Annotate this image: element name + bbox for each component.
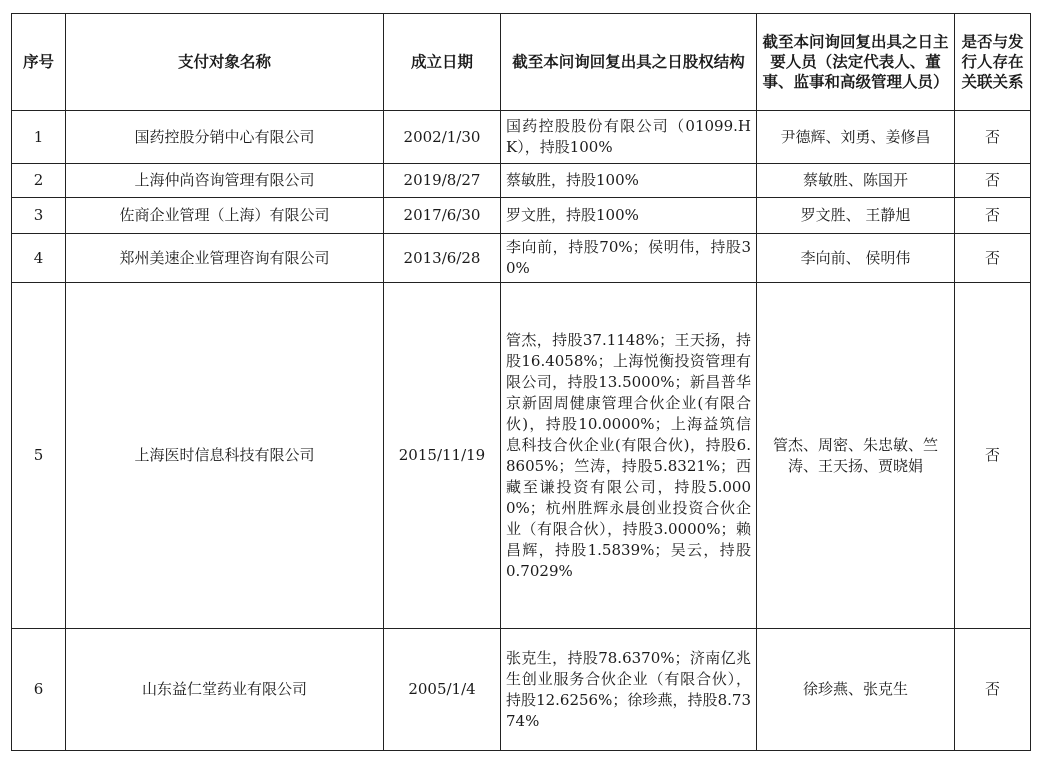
cell-related: 否 [955,283,1031,629]
cell-equity: 蔡敏胜，持股100% [501,164,757,198]
cell-related: 否 [955,111,1031,164]
cell-name: 上海医时信息科技有限公司 [66,283,384,629]
cell-personnel: 李向前、 侯明伟 [757,234,955,283]
header-equity: 截至本问询回复出具之日股权结构 [501,14,757,111]
cell-name: 国药控股分销中心有限公司 [66,111,384,164]
cell-seq: 2 [12,164,66,198]
cell-date: 2019/8/27 [384,164,501,198]
header-name: 支付对象名称 [66,14,384,111]
table-row [12,283,1031,629]
payment-recipients-table [11,13,1031,751]
cell-name: 上海仲尚咨询管理有限公司 [66,164,384,198]
table-row [12,629,1031,751]
cell-related: 否 [955,234,1031,283]
cell-personnel: 罗文胜、 王静旭 [757,198,955,234]
cell-seq: 4 [12,234,66,283]
cell-personnel: 管杰、周密、朱忠敏、竺涛、王天扬、贾晓娟 [757,283,955,629]
table-row [12,234,1031,283]
cell-personnel: 尹德辉、刘勇、姜修昌 [757,111,955,164]
table-row [12,198,1031,234]
table-header-row [12,14,1031,111]
cell-equity: 张克生，持股78.6370%；济南亿兆生创业服务合伙企业（有限合伙），持股12.6256%；徐珍燕，持股8.7374% [501,629,757,751]
cell-name: 郑州美速企业管理咨询有限公司 [66,234,384,283]
cell-name: 山东益仁堂药业有限公司 [66,629,384,751]
cell-related: 否 [955,164,1031,198]
cell-date: 2005/1/4 [384,629,501,751]
cell-seq: 5 [12,283,66,629]
header-date: 成立日期 [384,14,501,111]
cell-name: 佐商企业管理（上海）有限公司 [66,198,384,234]
cell-equity: 管杰，持股37.1148%；王天扬，持股16.4058%；上海悦衡投资管理有限公司，持股13.5000%；新昌普华京新固周健康管理合伙企业(有限合伙)，持股10.0000%；上海益筑信息科技合伙企业(有限合伙)，持股6.8605%；竺涛，持股5.8321%；西藏至谦投资有限公司，持股5.0000%；杭州胜辉永晨创业投资合伙企业（有限合伙），持股3.0000%；赖昌辉，持股1.5839%；吴云，持股0.7029% [501,283,757,629]
cell-related: 否 [955,198,1031,234]
cell-date: 2015/11/19 [384,283,501,629]
cell-date: 2017/6/30 [384,198,501,234]
header-personnel: 截至本问询回复出具之日主要人员（法定代表人、董事、监事和高级管理人员） [757,14,955,111]
header-related: 是否与发行人存在关联关系 [955,14,1031,111]
cell-personnel: 徐珍燕、张克生 [757,629,955,751]
cell-seq: 3 [12,198,66,234]
header-seq: 序号 [12,14,66,111]
cell-seq: 6 [12,629,66,751]
cell-equity: 李向前，持股70%；侯明伟，持股30% [501,234,757,283]
cell-seq: 1 [12,111,66,164]
cell-related: 否 [955,629,1031,751]
cell-personnel: 蔡敏胜、陈国开 [757,164,955,198]
table-row [12,164,1031,198]
cell-date: 2002/1/30 [384,111,501,164]
cell-equity: 国药控股股份有限公司（01099.HK），持股100% [501,111,757,164]
cell-equity: 罗文胜，持股100% [501,198,757,234]
table-row [12,111,1031,164]
cell-date: 2013/6/28 [384,234,501,283]
